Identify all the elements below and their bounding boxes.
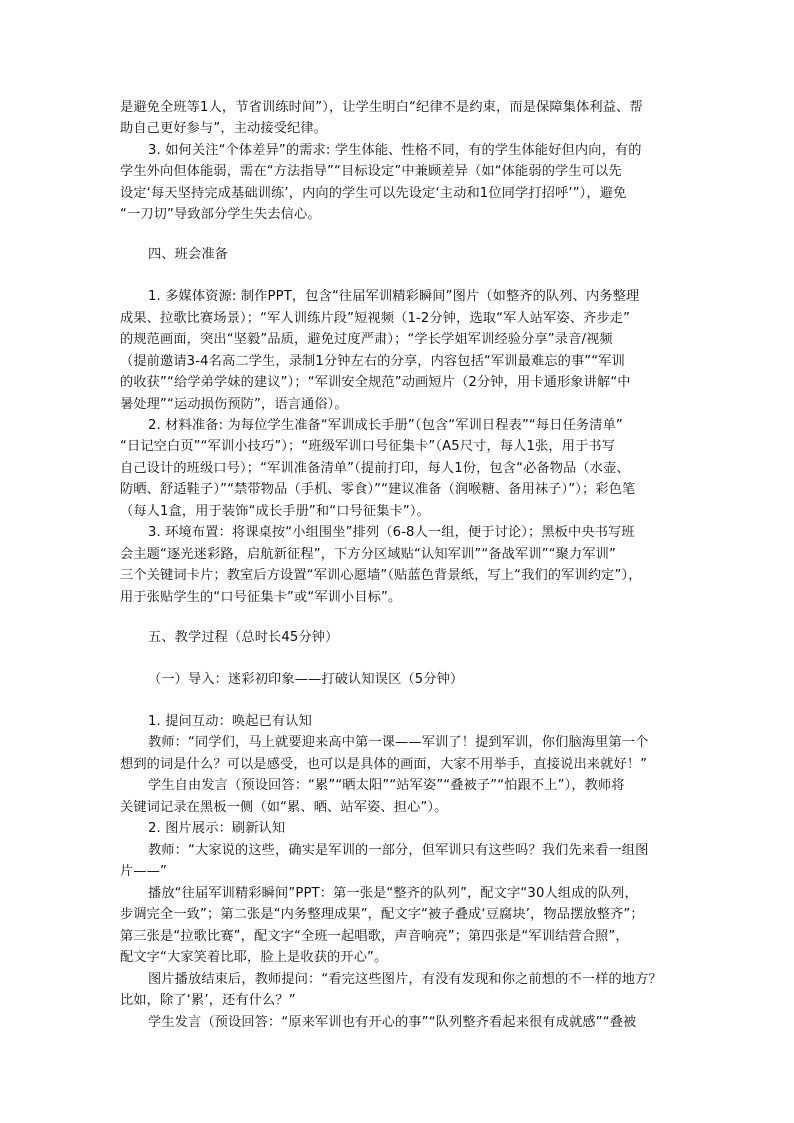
- text-line: 设定‘每天坚持完成基础训练’，内向的学生可以先设定‘主动和1位同学打招呼’”），避免: [120, 186, 627, 201]
- text-line: 2. 图片展示：刷新认知: [148, 821, 286, 836]
- text-line: 自己设计的班级口号）；“军训准备清单”（提前打印，每人1份，包含“必备物品（水壶、: [120, 461, 630, 476]
- text-line: 助自己更好参与”，主动接受纪律。: [120, 121, 328, 136]
- section-heading: 四、班会准备: [148, 247, 229, 262]
- text-line: 三个关键词卡片；教室后方设置“军训心愿墙”（贴蓝色背景纸，写上“我们的军训约定”），: [120, 568, 642, 583]
- text-line: 用于张贴学生的“口号征集卡”或“军训小目标”。: [120, 590, 402, 605]
- text-line: “一刀切”导致部分学生失去信心。: [120, 207, 321, 222]
- text-line: 1. 多媒体资源: 制作PPT，包含“往届军训精彩瞬间”图片（如整齐的队列、内务整理: [148, 289, 640, 304]
- text-line: 配文字“大家笑着比耶，脸上是收获的开心”。: [120, 950, 388, 965]
- text-line: 1. 提问互动：唤起已有认知: [148, 714, 312, 729]
- text-line: 播放“往届军训精彩瞬间”PPT：第一张是“整齐的队列”，配文字“30人组成的队列，: [148, 886, 638, 901]
- text-line: 是避免全班等1人，节省训练时间”），让学生明白“纪律不是约束，而是保障集体利益、帮: [120, 100, 643, 115]
- text-line: “日记空白页”“军训小技巧”）；“班级军训口号征集卡”（A5尺寸，每人1张，用于书写: [120, 439, 616, 454]
- text-line: 暑处理”“运动损伤预防”，语言通俗）。: [120, 397, 348, 412]
- text-line: 教师：“大家说的这些，确实是军训的一部分，但军训只有这些吗？我们先来看一组图: [148, 843, 649, 858]
- text-line: 的规范画面，突出“坚毅”品质，避免过度严肃）；“学长学姐军训经验分享”录音/视频: [120, 332, 613, 347]
- text-line: 关键词记录在黑板一侧（如“累、晒、站军姿、担心”）。: [120, 800, 448, 815]
- text-line: 成果、拉歌比赛场景）；“军人训练片段”短视频（1-2分钟，选取“军人站军姿、齐步走”: [120, 311, 631, 326]
- text-line: 学生外向但体能弱，需在“方法指导”“目标设定”中兼顾差异（如“体能弱的学生可以先: [120, 164, 622, 179]
- text-line: （每人1盒，用于装饰“成长手册”和“口号征集卡”）。: [120, 504, 430, 519]
- subsection-heading: （一）导入：迷彩初印象——打破认知误区（5分钟）: [148, 672, 464, 687]
- text-line: 步调完全一致”；第二张是“内务整理成果”，配文字“被子叠成‘豆腐块’，物品摆放整齐”；: [120, 907, 644, 922]
- text-line: 想到的词是什么？可以是感受，也可以是具体的画面，大家不用举手，直接说出来就好！”: [120, 757, 648, 772]
- text-line: （提前邀请3-4名高二学生，录制1分钟左右的分享，内容包括“军训最难忘的事”“军训: [120, 354, 625, 369]
- text-line: 的收获”“给学弟学妹的建议”）；“军训安全规范”动画短片（2分钟，用卡通形象讲解“中: [120, 375, 631, 390]
- text-line: 学生发言（预设回答：“原来军训也有开心的事”“队列整齐看起来很有成就感”“叠被: [148, 1015, 637, 1030]
- text-line: 防晒、舒适鞋子）”“禁带物品（手机、零食）”“建议准备（润喉糖、备用袜子）”）；彩色笔: [120, 482, 636, 497]
- text-line: 会主题“逐光迷彩路，启航新征程”，下方分区域贴“认知军训”“备战军训”“聚力军训”: [120, 547, 616, 562]
- text-line: 比如，除了‘累’，还有什么？”: [120, 993, 296, 1008]
- text-line: 3. 环境布置：将课桌按“小组围坐”排列（6-8人一组，便于讨论）；黑板中央书写班: [148, 525, 635, 540]
- text-line: 片——”: [120, 864, 167, 879]
- section-heading: 五、教学过程（总时长45分钟）: [148, 630, 339, 645]
- text-line: 教师：“同学们，马上就要迎来高中第一课——军训了！提到军训，你们脑海里第一个: [148, 735, 649, 750]
- text-line: 3. 如何关注“个体差异”的需求: 学生体能、性格不同，有的学生体能好但内向，有的: [148, 143, 642, 158]
- text-line: 图片播放结束后，教师提问：“看完这些图片，有没有发现和你之前想的不一样的地方？: [148, 972, 662, 987]
- text-line: 学生自由发言（预设回答：“累”“晒太阳”“站军姿”“叠被子”“怕跟不上”），教师将: [148, 778, 625, 793]
- text-line: 2. 材料准备: 为每位学生准备“军训成长手册”（包含“军训日程表”“每日任务清单”: [148, 418, 623, 433]
- text-line: 第三张是“拉歌比赛”，配文字“全班一起唱歌，声音响亮”；第四张是“军训结营合照”，: [120, 929, 629, 944]
